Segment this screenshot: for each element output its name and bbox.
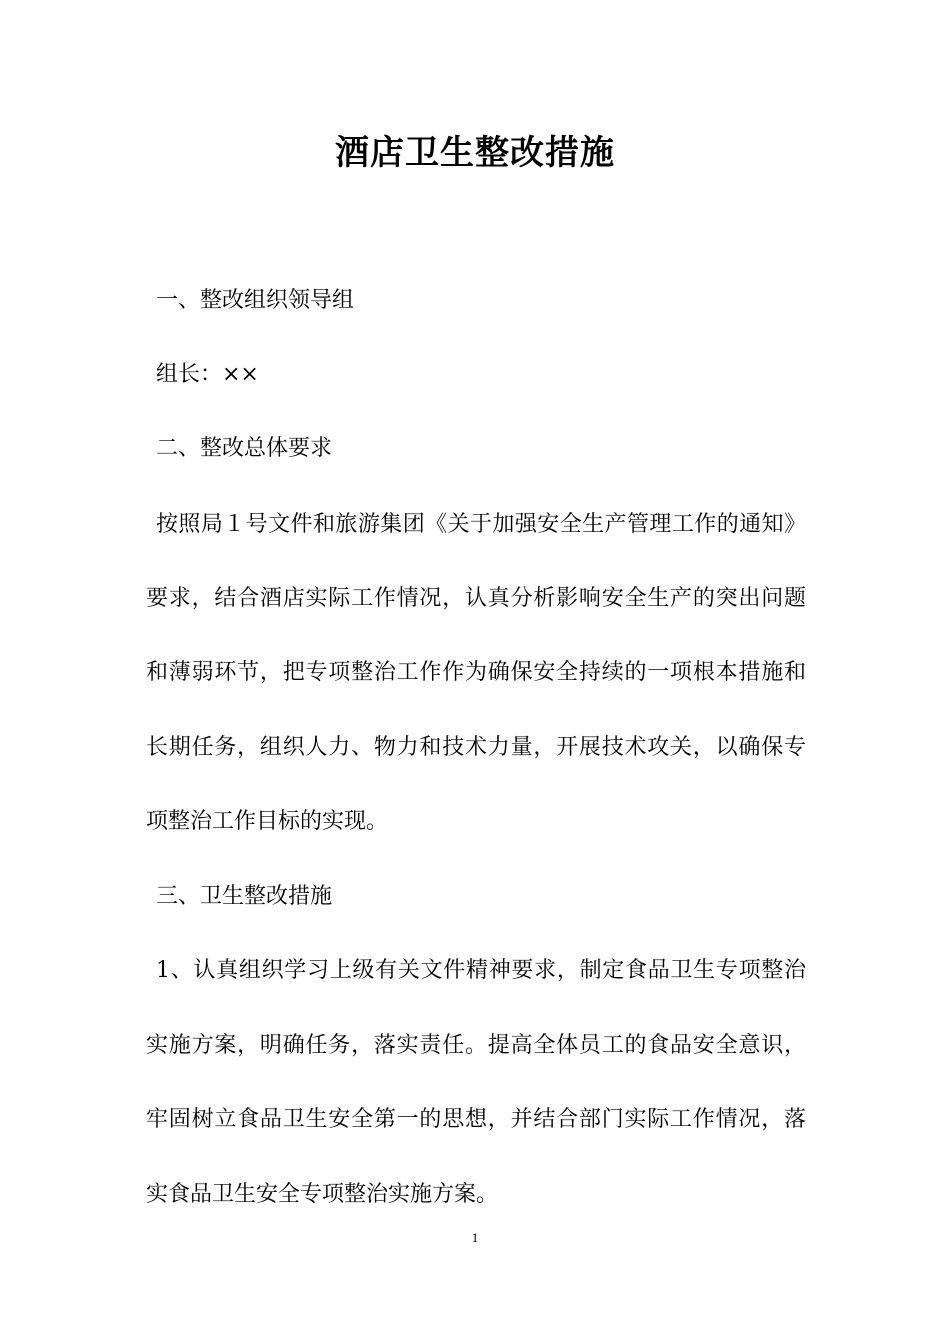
- leader-line: 组长：××: [156, 362, 259, 387]
- paragraph-line: 项整治工作目标的实现。: [146, 809, 389, 834]
- paragraph-line: 实食品卫生安全专项整治实施方案。: [146, 1182, 499, 1207]
- paragraph-line: 实施方案，明确任务，落实责任。提高全体员工的食品安全意识，: [146, 1033, 806, 1058]
- paragraph-line: 按照局１号文件和旅游集团《关于加强安全生产管理工作的通知》: [156, 512, 806, 537]
- section-heading-2: 二、整改总体要求: [156, 436, 333, 461]
- page-number: 1: [471, 1230, 479, 1245]
- document-title: 酒店卫生整改措施: [335, 133, 615, 173]
- section-heading-1: 一、整改组织领导组: [156, 288, 355, 313]
- paragraph-line: 牢固树立食品卫生安全第一的思想，并结合部门实际工作情况，落: [146, 1107, 806, 1132]
- paragraph-line: 1、认真组织学习上级有关文件精神要求，制定食品卫生专项整治: [156, 958, 806, 983]
- paragraph-line: 长期任务，组织人力、物力和技术力量，开展技术攻关，以确保专: [146, 735, 806, 760]
- paragraph-line: 和薄弱环节，把专项整治工作作为确保安全持续的一项根本措施和: [146, 660, 806, 685]
- section-heading-3: 三、卫生整改措施: [156, 884, 333, 909]
- paragraph-line: 要求，结合酒店实际工作情况，认真分析影响安全生产的突出问题: [146, 586, 806, 611]
